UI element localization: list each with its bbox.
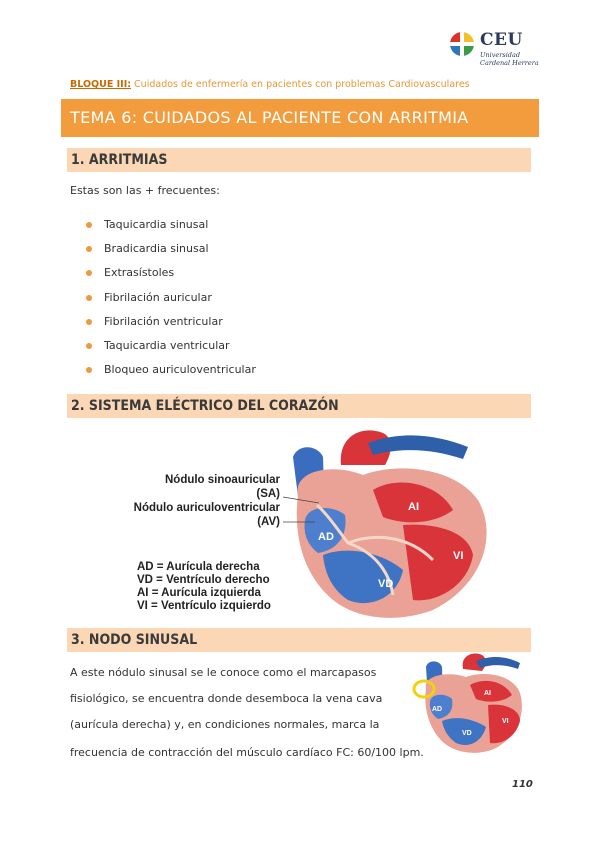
paragraph-line-1: A este nódulo sinusal se le conoce como el marcapasos (70, 666, 377, 679)
section-3-header (67, 628, 531, 652)
logo-emblem-icon (450, 32, 474, 56)
list-item (86, 315, 256, 339)
list-item (86, 242, 256, 266)
list-item-label: Fibrilación ventricular (104, 314, 223, 328)
page-number: 110 (512, 779, 533, 790)
list-item (86, 339, 256, 363)
bullet-icon (86, 246, 92, 252)
bullet-icon (86, 270, 92, 276)
tema-title-band (61, 99, 539, 137)
section-3-title: 3. NODO SINUSAL (71, 632, 198, 648)
legend-vi: VI = Ventrículo izquierdo (137, 600, 271, 612)
av-node-label: Nódulo auriculoventricular (133, 502, 280, 514)
logo-subtitle-1: Universidad (480, 51, 520, 59)
paragraph-line-2: fisiológico, se encuentra donde desemboca la vena cava (70, 692, 383, 705)
section-2-title: 2. SISTEMA ELÉCTRICO DEL CORAZÓN (71, 398, 339, 414)
legend-ad: AD = Aurícula derecha (137, 561, 260, 573)
section-1-intro: Estas son las + frecuentes: (70, 184, 220, 197)
chamber-vd-label: VD (378, 578, 394, 590)
chamber-ai-label: AI (408, 501, 419, 513)
arrhythmia-list (86, 218, 256, 387)
section-2-header (67, 394, 531, 418)
bullet-icon (86, 222, 92, 228)
pulmonary-artery-shape (476, 657, 520, 669)
bullet-icon (86, 367, 92, 373)
logo-name: CEU (480, 30, 523, 50)
chamber-vi-label: VI (453, 550, 464, 562)
heart-conduction-diagram (133, 425, 509, 625)
legend-ai: AI = Aurícula izquierda (137, 587, 261, 599)
university-logo (450, 30, 550, 72)
heart-sinus-node-thumbnail (408, 651, 526, 756)
bloque-label: BLOQUE III: (70, 79, 132, 90)
list-item (86, 363, 256, 387)
chamber-vd-label: VD (462, 730, 472, 737)
bloque-text: Cuidados de enfermería en pacientes con problemas Cardiovasculares (131, 79, 470, 90)
list-item-label: Taquicardia sinusal (104, 218, 209, 231)
list-item-label: Bradicardia sinusal (104, 242, 209, 256)
av-node-abbrev: (AV) (257, 516, 280, 528)
sa-node-label: Nódulo sinoauricular (164, 474, 280, 486)
bullet-icon (86, 295, 92, 301)
section-1-header (67, 148, 531, 172)
paragraph-line-4: frecuencia de contracción del músculo cardíaco FC: 60/100 lpm. (70, 746, 424, 759)
list-item (86, 291, 256, 315)
chamber-ad-label: AD (432, 706, 443, 713)
list-item-label: Bloqueo auriculoventricular (104, 363, 256, 377)
list-item-label: Extrasístoles (104, 266, 175, 280)
list-item (86, 218, 256, 242)
legend-vd: VD = Ventrículo derecho (137, 574, 270, 586)
list-item (86, 266, 256, 290)
bullet-icon (86, 319, 92, 325)
logo-subtitle-2: Cardenal Herrera (480, 59, 539, 67)
chamber-ad-label: AD (318, 531, 334, 543)
section-1-title: 1. ARRITMIAS (71, 152, 168, 168)
paragraph-line-3: (aurícula derecha) y, en condiciones normales, marca la (70, 718, 380, 731)
chamber-vi-label: VI (502, 718, 509, 725)
sa-node-abbrev: (SA) (256, 488, 280, 500)
list-item-label: Taquicardia ventricular (104, 338, 230, 352)
list-item-label: Fibrilación auricular (104, 290, 212, 304)
bloque-header (70, 79, 470, 90)
chamber-ai-label: AI (484, 690, 491, 697)
bullet-icon (86, 343, 92, 349)
tema-title: TEMA 6: CUIDADOS AL PACIENTE CON ARRITMIA (70, 108, 469, 127)
